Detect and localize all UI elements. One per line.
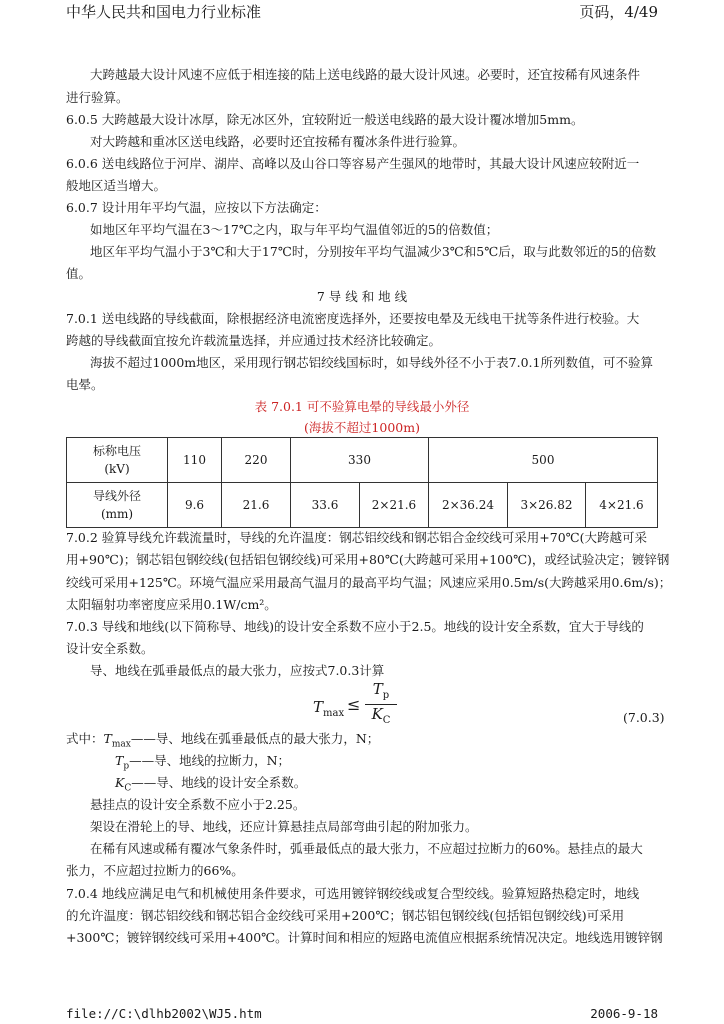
table-cell: 标称电压 (kV): [67, 438, 168, 483]
table-cell: 500: [429, 438, 658, 483]
text-line: 大跨越最大设计风速不应低于相连接的陆上送电线路的最大设计风速。必要时，还宜按稀有风速条件: [90, 67, 641, 82]
text-line: 张力，不应超过拉断力的66%。: [66, 863, 244, 878]
text-line: 对大跨越和重冰区送电线路，必要时还宜按稀有覆冰条件进行验算。: [90, 134, 466, 149]
symbol-def-kc: $K_C——$导、地线的设计安全系数。: [115, 775, 307, 794]
text-line: 悬挂点的设计安全系数不应小于2.25。: [90, 797, 306, 812]
text-line: 用+90℃)；钢芯铝包钢绞线(包括铝包钢绞线)可采用+80℃(大跨越可采用+100℃)，或经试验决定；镀锌钢: [66, 552, 670, 567]
clause-7-0-1: 7.0.1 送电线路的导线截面，除根据经济电流密度选择外，还要按电晕及无线电干扰等条件进行校验。大: [66, 311, 640, 326]
table-cell: 3×26.82: [508, 483, 586, 528]
text-line: 电晕。: [66, 377, 104, 392]
table-cell: 330: [291, 438, 429, 483]
text-line: 太阳辐射功率密度应采用0.1W/cm²。: [66, 597, 277, 612]
text-line: 绞线可采用+125℃。环境气温应采用最高气温月的最高平均气温；风速应采用0.5m/s(大跨越采用0.6m/s)；: [66, 575, 672, 590]
table-cell: 4×21.6: [586, 483, 658, 528]
table-cell: 2×21.6: [360, 483, 429, 528]
text-line: 如地区年平均气温在3～17℃之内，取与年平均气温值邻近的5的倍数值；: [90, 222, 499, 237]
where-label: 式中：$T_{max}——$导、地线在弧垂最低点的最大张力，N；: [66, 731, 380, 750]
table-row: [67, 483, 658, 528]
text-line: +300℃；镀锌钢绞线可采用+400℃。计算时间和相应的短路电流值应根据系统情况决定。地线选用镀锌钢: [66, 930, 663, 945]
table-cell: 110: [168, 438, 222, 483]
formula-denominator: $K_C$: [371, 705, 391, 726]
text-line: 进行验算。: [66, 90, 129, 105]
page-number: 页码，4/49: [579, 3, 658, 21]
formula-lhs: $T_{max}$: [313, 698, 345, 719]
table-cell: 220: [222, 438, 291, 483]
text-line: 的允许温度：钢芯铝绞线和钢芯铝合金绞线可采用+200℃；钢芯铝包钢绞线(包括铝包钢绞线)可采用: [66, 908, 625, 923]
le-symbol: ≤: [347, 695, 361, 714]
clause-6-0-7: 6.0.7 设计用年平均气温，应按以下方法确定：: [66, 200, 327, 215]
symbol-def-tp: $T_p——$导、地线的拉断力，N；: [115, 753, 291, 772]
text-line: 设计安全系数。: [66, 641, 154, 656]
page-header: [0, 0, 724, 22]
table-cell: 9.6: [168, 483, 222, 528]
clause-7-0-4: 7.0.4 地线应满足电气和机械使用条件要求，可选用镀锌钢绞线或复合型绞线。验算短路热稳定时，地线: [66, 886, 640, 901]
table-cell: 2×36.24: [429, 483, 508, 528]
min-diameter-table: [66, 437, 658, 528]
clause-6-0-5: 6.0.5 大跨越最大设计冰厚，除无冰区外，宜较附近一般送电线路的最大设计覆冰增加5mm。: [66, 112, 584, 127]
table-subcaption: (海拔不超过1000m): [304, 420, 420, 435]
file-path: file://C:\dlhb2002\WJ5.htm: [66, 1006, 262, 1021]
formula-7-0-3: [313, 680, 433, 730]
table-cell: 导线外径 (mm): [67, 483, 168, 528]
text-line: 导、地线在弧垂最低点的最大张力，应按式7.0.3计算: [90, 663, 385, 678]
text-line: 跨越的导线截面宜按允许载流量选择，并应通过技术经济比较确定。: [66, 333, 442, 348]
text-line: 海拔不超过1000m地区，采用现行钢芯铝绞线国标时，如导线外径不小于表7.0.1所列数值，可不验算: [90, 355, 653, 370]
clause-7-0-2: 7.0.2 验算导线允许载流量时，导线的允许温度：钢芯铝绞线和钢芯铝合金绞线可采用+70℃(大跨越可采: [66, 530, 648, 545]
section-heading: 7 导 线 和 地 线: [316, 289, 408, 304]
text-line: 值。: [66, 266, 92, 281]
clause-7-0-3: 7.0.3 导线和地线(以下简称导、地线)的设计安全系数不应小于2.5。地线的设计安全系数，宜大于导线的: [66, 619, 644, 634]
formula-numerator: $T_p$: [372, 680, 390, 701]
table-cell: 21.6: [222, 483, 291, 528]
clause-6-0-6: 6.0.6 送电线路位于河岸、湖岸、高峰以及山谷口等容易产生强风的地带时，其最大设计风速应较附近一: [66, 156, 640, 171]
text-line: 地区年平均气温小于3℃和大于17℃时，分别按年平均气温减少3℃和5℃后，取与此数邻近的5的倍数: [90, 244, 657, 259]
text-line: 架设在滑轮上的导、地线，还应计算悬挂点局部弯曲引起的附加张力。: [90, 819, 478, 834]
equation-number: (7.0.3): [623, 710, 665, 725]
text-line: 般地区适当增大。: [66, 178, 167, 193]
standard-title: 中华人民共和国电力行业标准: [66, 3, 262, 21]
text-line: 在稀有风速或稀有覆冰气象条件时，弧垂最低点的最大张力，不应超过拉断力的60%。悬挂点的最大: [90, 841, 643, 856]
table-row: [67, 438, 658, 483]
table-caption: 表 7.0.1 可不验算电晕的导线最小外径: [254, 399, 470, 414]
table-cell: 33.6: [291, 483, 360, 528]
print-date: 2006-9-18: [590, 1006, 658, 1021]
